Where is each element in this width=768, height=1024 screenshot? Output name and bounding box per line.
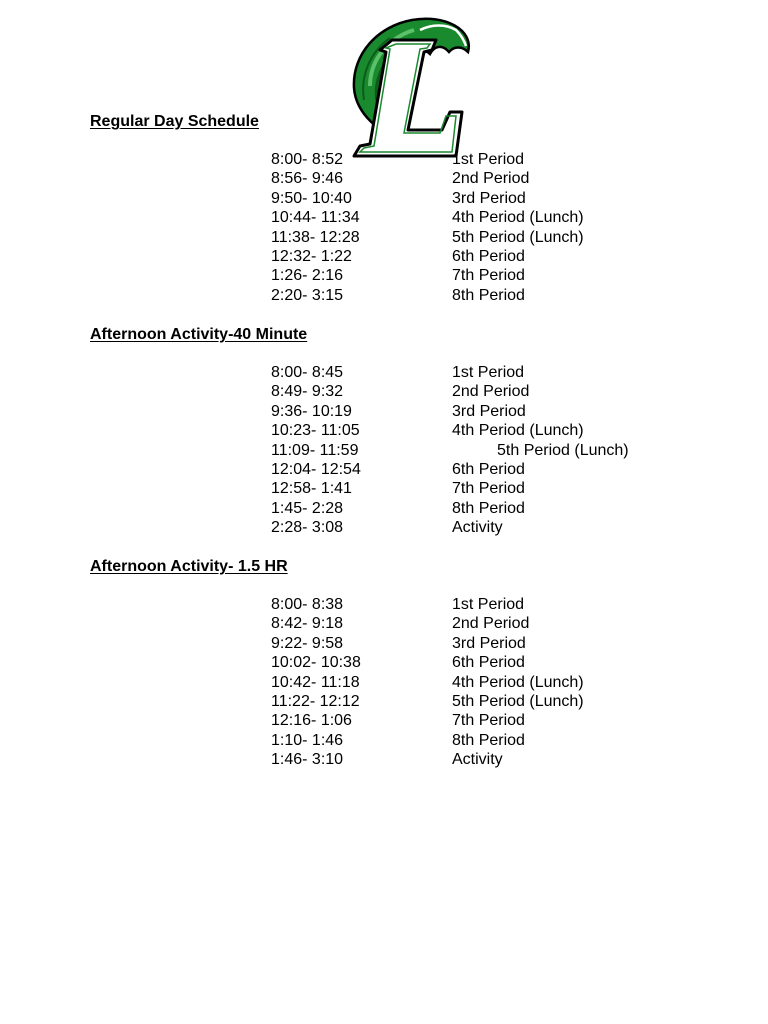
period-label: 5th Period (Lunch) (452, 228, 584, 246)
schedule-row (0, 150, 768, 169)
time-range: 2:20- 3:15 (271, 286, 344, 304)
schedule-row (0, 460, 768, 479)
schedule-row (0, 653, 768, 672)
schedule-row (0, 499, 768, 518)
schedule-row (0, 189, 768, 208)
schedule-row (0, 208, 768, 227)
time-range: 11:38- 12:28 (271, 228, 360, 246)
period-label: 1st Period (452, 596, 525, 613)
period-label: 4th Period (Lunch) (452, 673, 584, 691)
schedule-row (0, 382, 768, 401)
schedule-row (0, 711, 768, 730)
time-range: 9:50- 10:40 (271, 189, 352, 207)
schedule-row (0, 750, 768, 769)
period-label: 8th Period (452, 731, 525, 749)
period-label: 3rd Period (452, 189, 526, 207)
schedule-row (0, 518, 768, 537)
time-range: 12:04- 12:54 (271, 460, 361, 478)
schedule-row (0, 402, 768, 421)
time-range: 12:32- 1:22 (271, 247, 352, 265)
period-label: 5th Period (Lunch) (452, 692, 584, 710)
period-label: 6th Period (452, 654, 525, 672)
period-label: Activity (452, 519, 503, 537)
period-label: 8th Period (452, 499, 525, 517)
schedule-row (0, 286, 768, 305)
time-range: 1:10- 1:46 (271, 731, 344, 749)
section-title: Afternoon Activity- 1.5 HR (90, 558, 288, 575)
time-range: 10:44- 11:34 (271, 209, 360, 227)
schedule-table (0, 150, 768, 305)
time-range: 1:26- 2:16 (271, 267, 344, 285)
period-label: 2nd Period (452, 170, 530, 188)
time-range: 12:16- 1:06 (271, 712, 352, 730)
period-label: 4th Period (Lunch) (452, 209, 584, 227)
time-range: 8:00- 8:52 (271, 151, 344, 168)
period-label: 4th Period (Lunch) (452, 422, 584, 440)
school-logo (350, 16, 474, 162)
period-label: 6th Period (452, 460, 525, 478)
time-range: 10:23- 11:05 (271, 422, 360, 440)
time-range: 1:46- 3:10 (271, 751, 344, 769)
schedule-row (0, 169, 768, 188)
time-range: 11:22- 12:12 (271, 692, 360, 710)
section-title: Regular Day Schedule (90, 113, 259, 130)
schedule-row (0, 421, 768, 440)
period-label: 3rd Period (452, 402, 526, 420)
time-range: 8:42- 9:18 (271, 615, 344, 633)
time-range: 8:00- 8:38 (271, 596, 344, 613)
time-range: 8:56- 9:46 (271, 170, 344, 188)
schedule-row (0, 441, 768, 460)
schedule-row (0, 634, 768, 653)
section-title: Afternoon Activity-40 Minute (90, 326, 308, 343)
schedule-row (0, 363, 768, 382)
period-label: 2nd Period (452, 383, 530, 401)
time-range: 8:00- 8:45 (271, 364, 344, 381)
period-label: 7th Period (452, 712, 525, 730)
time-range: 10:02- 10:38 (271, 654, 361, 672)
period-label: 7th Period (452, 267, 525, 285)
time-range: 2:28- 3:08 (271, 519, 344, 537)
period-label: 6th Period (452, 247, 525, 265)
time-range: 12:58- 1:41 (271, 480, 352, 498)
time-range: 8:49- 9:32 (271, 383, 344, 401)
period-label: 1st Period (452, 364, 525, 381)
schedule-row (0, 479, 768, 498)
schedule-row (0, 673, 768, 692)
period-label: 7th Period (452, 480, 525, 498)
period-label: 2nd Period (452, 615, 530, 633)
schedule-row (0, 595, 768, 614)
time-range: 9:36- 10:19 (271, 402, 352, 420)
schedule-row (0, 614, 768, 633)
schedule-row (0, 266, 768, 285)
schedule-table (0, 363, 768, 538)
period-label: 3rd Period (452, 634, 526, 652)
period-label: 5th Period (Lunch) (497, 441, 629, 459)
schedule-row (0, 247, 768, 266)
period-label: 1st Period (452, 151, 525, 168)
time-range: 11:09- 11:59 (271, 441, 359, 459)
schedule-table (0, 595, 768, 770)
time-range: 9:22- 9:58 (271, 634, 344, 652)
schedule-row (0, 228, 768, 247)
time-range: 10:42- 11:18 (271, 673, 360, 691)
schedule-row (0, 731, 768, 750)
period-label: Activity (452, 751, 503, 769)
schedule-row (0, 692, 768, 711)
time-range: 1:45- 2:28 (271, 499, 344, 517)
period-label: 8th Period (452, 286, 525, 304)
